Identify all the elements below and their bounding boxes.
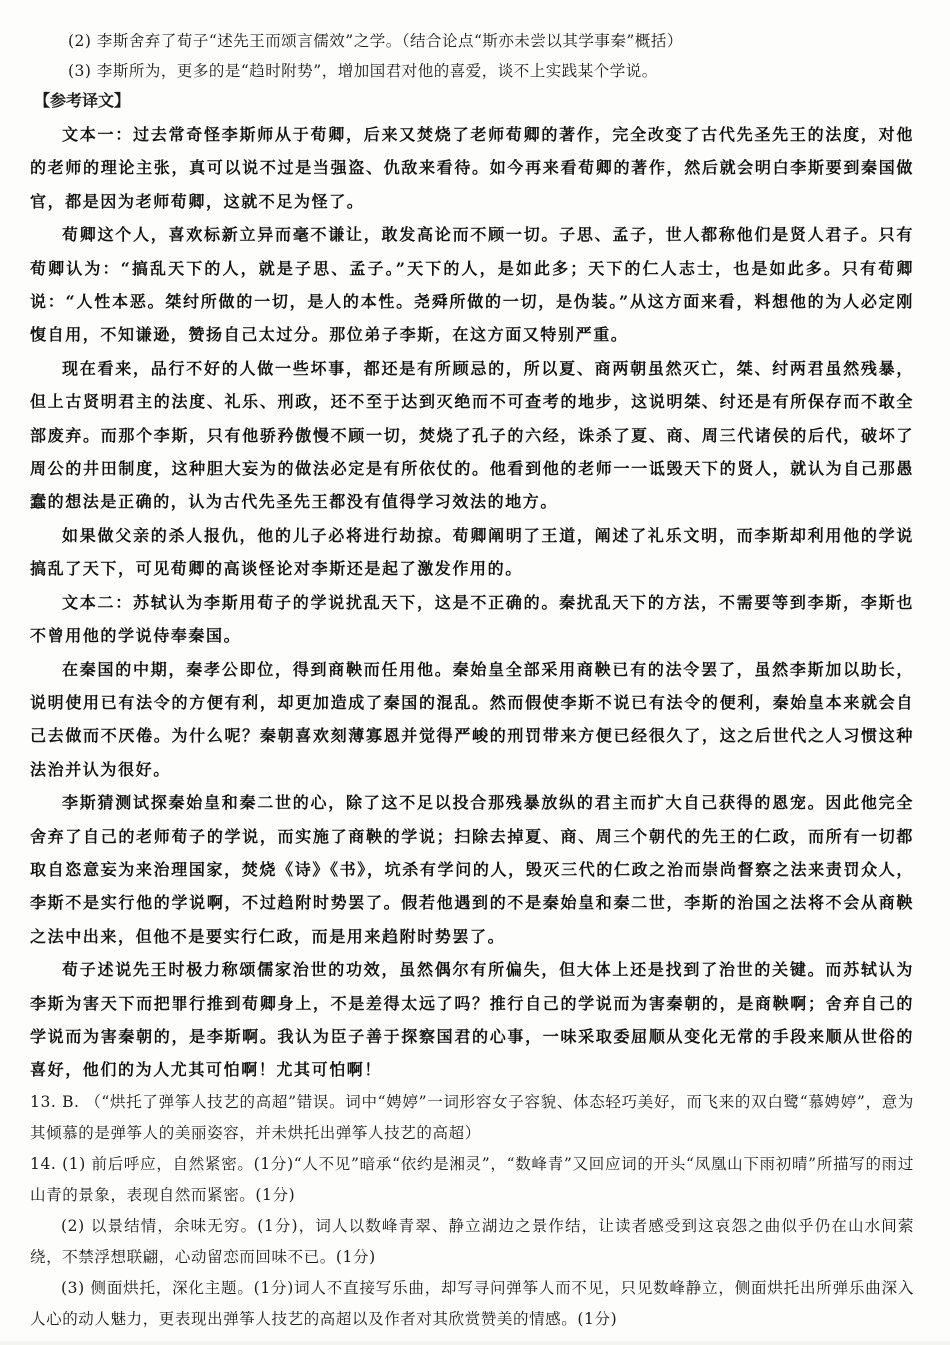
answer-item-3: (3) 李斯所为，更多的是“趋时附势”，增加国君对他的喜爱，谈不上实践某个学说。 [68,62,658,80]
section-heading: 【参考译文】 [34,91,131,110]
translation-paragraph: 如果做父亲的杀人报仇，他的儿子必将进行劫掠。荀卿阐明了王道，阐述了礼乐文明，而李斯却利用他的学说搞乱了天下，可见荀卿的高谈怪论对李斯还是起了激发作用的。 [30,525,914,579]
translation-paragraph: 荀卿这个人，喜欢标新立异而毫不谦让，敢发高论而不顾一切。子思、孟子，世人都称他们是贤人君子。只有荀卿认为：“搞乱天下的人，就是子思、孟子。”天下的人，是如此多；天下的仁人志士，也是如此多。只有荀卿说：“人性本恶。桀纣所做的一切，是人的本性。尧舜所做的一切，是伪装。”从这方面来看，料想他的为人必定刚愎自用，不知谦逊，赞扬自己太过分。那位弟子李斯，在这方面又特别严重。 [30,225,914,345]
translation-paragraph: 现在看来，品行不好的人做一些坏事，都还是有所顾忌的，所以夏、商两朝虽然灭亡，桀、纣两君虽然残暴，但上古贤明君主的法度、礼乐、刑政，还不至于达到灭绝而不可查考的地步，这说明桀、纣还是有所保存而不敢全部废弃。而那个李斯，只有他骄矜傲慢不顾一切，焚烧了孔子的六经，诛杀了夏、商、周三代诸侯的后代，破坏了周公的井田制度，这种胆大妄为的做法必定是有所依仗的。他看到他的老师一一诋毁天下的贤人，就认为自己那愚蠢的想法是正确的，认为古代先圣先王都没有值得学习效法的地方。 [30,358,914,512]
translation-paragraph: 荀子述说先王时极力称颂儒家治世的功效，虽然偶尔有所偏失，但大体上还是找到了治世的关键。而苏轼认为李斯为害天下而把罪行推到荀卿身上，不是差得太远了吗？推行自己的学说而为害秦朝的，是商鞅啊；舍弃自己的学说而为害秦朝的，是李斯啊。我认为臣子善于探察国君的心事，一味采取委屈顺从变化无常的手段来顺从世俗的喜好，他们的为人尤其可怕啊！尤其可怕啊！ [30,960,914,1080]
translation-paragraph: 文本一：过去常奇怪李斯师从于荀卿，后来又焚烧了老师荀卿的著作，完全改变了古代先圣先王的法度，对他的老师的理论主张，真可以说不过是当强盗、仇敌来看待。如今再来看荀卿的著作，然后就会明白李斯要到秦国做官，都是因为老师荀卿，这就不足为怪了。 [30,125,914,211]
answer-13: 13. B. （“烘托了弹筝人技艺的高超”错误。词中“娉婷”一词形容女子容貌、体态轻巧美好，而飞来的双白鹭“慕娉婷”，意为其倾慕的是弹筝人的美丽姿容，并未烘托出弹筝人技艺的高超） [30,1092,914,1142]
answer-14-2: (2) 以景结情，余味无穷。(1分)，词人以数峰青翠、静立湖边之景作结，让读者感受到这哀怨之曲似乎仍在山水间萦绕，不禁浮想联翩，心动留恋而回味不已。(1分) [30,1216,914,1266]
answer-14-3: (3) 侧面烘托，深化主题。(1分)词人不直接写乐曲，却写寻问弹筝人而不见，只见数峰静立，侧面烘托出所弹乐曲深入人心的动人魅力，更表现出弹筝人技艺的高超以及作者对其欣赏赞美的情感。(1分) [30,1278,914,1328]
answer-14-1: 14. (1) 前后呼应，自然紧密。(1分)“人不见”暗承“依约是湘灵”，“数峰青”又回应词的开头“凤凰山下雨初晴”所描写的雨过山青的景象，表现自然而紧密。(1分) [30,1154,914,1204]
page-bottom-edge [0,1341,950,1345]
answer-item-2: (2) 李斯舍弃了荀子“述先王而颂言儒效”之学。（结合论点“斯亦未尝以其学事秦”概括） [68,32,683,50]
translation-paragraph: 在秦国的中期，秦孝公即位，得到商鞅而任用他。秦始皇全部采用商鞅已有的法令罢了，虽然李斯加以助长，说明使用已有法令的方便有利，却更加造成了秦国的混乱。然而假使李斯不说已有法令的便利，秦始皇本来就会自己去做而不厌倦。为什么呢？秦朝喜欢刻薄寡恩并觉得严峻的刑罚带来方便已经很久了，这之后世代之人习惯这种法治并认为很好。 [30,659,914,779]
translation-paragraph: 文本二：苏轼认为李斯用荀子的学说扰乱天下，这是不正确的。秦扰乱天下的方法，不需要等到李斯，李斯也不曾用他的学说侍奉秦国。 [30,592,914,646]
translation-paragraph: 李斯猜测试探秦始皇和秦二世的心，除了这不足以投合那残暴放纵的君主而扩大自己获得的恩宠。因此他完全舍弃了自己的老师荀子的学说，而实施了商鞅的学说；扫除去掉夏、商、周三个朝代的先王的仁政，而所有一切都取自恣意妄为来治理国家，焚烧《诗》《书》，坑杀有学问的人，毁灭三代的仁政之治而崇尚督察之法来责罚众人，李斯不是实行他的学说啊，不过趋附时势罢了。假若他遇到的不是秦始皇和秦二世，李斯的治国之法将不会从商鞅之法中出来，但他不是要实行仁政，而是用来趋附时势罢了。 [30,793,914,946]
